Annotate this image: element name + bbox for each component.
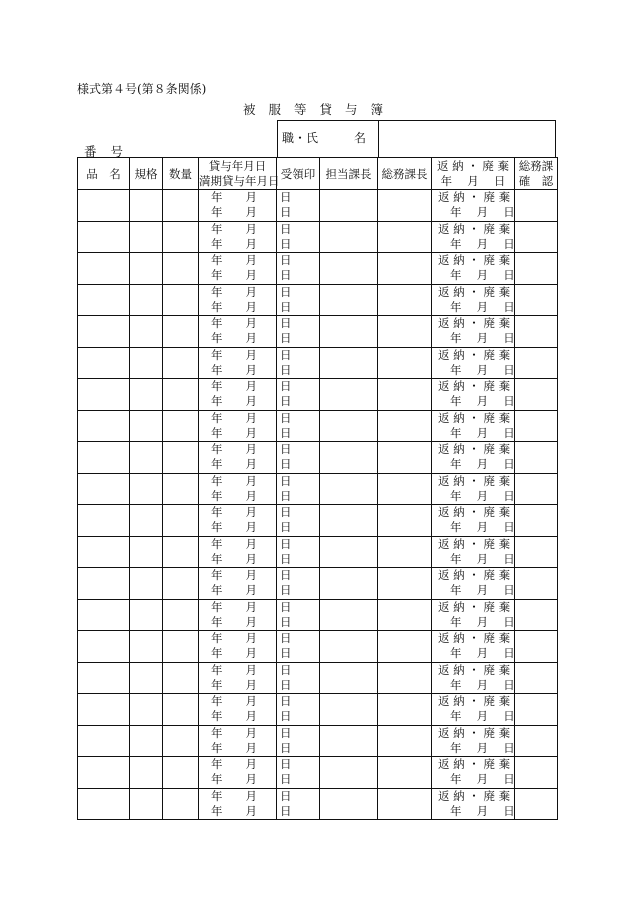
item-name-cell: [78, 253, 130, 285]
loan-date-cell: 年 月 日 年 月 日: [199, 662, 277, 694]
item-name-cell: [78, 379, 130, 411]
header-general-affairs-chief: 総務課長: [378, 158, 432, 190]
general-affairs-chief-cell: [378, 410, 432, 442]
item-name-cell: [78, 190, 130, 222]
loan-date-cell: 年 月 日 年 月 日: [199, 694, 277, 726]
loan-date-cell: 年 月 日 年 月 日: [199, 757, 277, 789]
loan-date-cell: 年 月 日 年 月 日: [199, 316, 277, 348]
ledger-body: [78, 190, 558, 820]
loan-date-cell: 年 月 日 年 月 日: [199, 379, 277, 411]
table-row: [78, 284, 558, 316]
loan-date-cell: 年 月 日 年 月 日: [199, 599, 277, 631]
confirm-cell: [515, 442, 558, 474]
confirm-cell: [515, 599, 558, 631]
header-quantity: 数量: [163, 158, 199, 190]
item-name-cell: [78, 725, 130, 757]
confirm-cell: [515, 536, 558, 568]
spec-cell: [130, 536, 163, 568]
loan-date-cell: 年 月 日 年 月 日: [199, 536, 277, 568]
general-affairs-chief-cell: [378, 694, 432, 726]
manager-cell: [320, 316, 378, 348]
loan-date-cell: 年 月 日 年 月 日: [199, 505, 277, 537]
item-name-cell: [78, 473, 130, 505]
loan-date-cell: 年 月 日 年 月 日: [199, 253, 277, 285]
general-affairs-chief-cell: [378, 221, 432, 253]
item-name-cell: [78, 410, 130, 442]
return-disposal-cell: 返 納 ・ 廃 棄 年 月 日: [432, 473, 515, 505]
return-disposal-cell: 返 納 ・ 廃 棄 年 月 日: [432, 662, 515, 694]
spec-cell: [130, 662, 163, 694]
return-disposal-cell: 返 納 ・ 廃 棄 年 月 日: [432, 284, 515, 316]
item-name-cell: [78, 568, 130, 600]
header-loan-date: 貸与年月日 満期貸与年月日: [199, 158, 280, 188]
table-row: [78, 631, 558, 663]
confirm-cell: [515, 284, 558, 316]
return-disposal-cell: 返 納 ・ 廃 棄 年 月 日: [432, 379, 515, 411]
clothing-loan-ledger-table: [77, 157, 558, 820]
quantity-cell: [163, 442, 199, 474]
manager-cell: [320, 599, 378, 631]
return-disposal-cell: 返 納 ・ 廃 棄 年 月 日: [432, 788, 515, 820]
loan-date-cell: 年 月 日 年 月 日: [199, 410, 277, 442]
item-name-cell: [78, 316, 130, 348]
spec-cell: [130, 347, 163, 379]
general-affairs-chief-cell: [378, 757, 432, 789]
table-row: [78, 505, 558, 537]
general-affairs-chief-cell: [378, 284, 432, 316]
item-name-cell: [78, 631, 130, 663]
general-affairs-chief-cell: [378, 190, 432, 222]
quantity-cell: [163, 473, 199, 505]
manager-cell: [320, 473, 378, 505]
table-row: [78, 347, 558, 379]
spec-cell: [130, 221, 163, 253]
spec-cell: [130, 190, 163, 222]
table-row: [78, 473, 558, 505]
general-affairs-chief-cell: [378, 442, 432, 474]
general-affairs-chief-cell: [378, 347, 432, 379]
return-disposal-cell: 返 納 ・ 廃 棄 年 月 日: [432, 505, 515, 537]
table-row: [78, 316, 558, 348]
confirm-cell: [515, 347, 558, 379]
table-row: [78, 379, 558, 411]
quantity-cell: [163, 536, 199, 568]
number-label: 番号: [84, 144, 138, 159]
general-affairs-chief-cell: [378, 788, 432, 820]
spec-cell: [130, 505, 163, 537]
confirm-cell: [515, 568, 558, 600]
spec-cell: [130, 694, 163, 726]
quantity-cell: [163, 410, 199, 442]
manager-cell: [320, 190, 378, 222]
general-affairs-chief-cell: [378, 316, 432, 348]
manager-cell: [320, 347, 378, 379]
loan-date-cell: 年 月 日 年 月 日: [199, 284, 277, 316]
item-name-cell: [78, 757, 130, 789]
return-disposal-cell: 返 納 ・ 廃 棄 年 月 日: [432, 221, 515, 253]
table-row: [78, 253, 558, 285]
general-affairs-chief-cell: [378, 536, 432, 568]
loan-date-cell: 年 月 日 年 月 日: [199, 473, 277, 505]
confirm-cell: [515, 253, 558, 285]
return-disposal-cell: 返 納 ・ 廃 棄 年 月 日: [432, 599, 515, 631]
return-disposal-cell: 返 納 ・ 廃 棄 年 月 日: [432, 631, 515, 663]
general-affairs-chief-cell: [378, 568, 432, 600]
table-row: [78, 190, 558, 222]
item-name-cell: [78, 505, 130, 537]
confirm-cell: [515, 190, 558, 222]
manager-cell: [320, 662, 378, 694]
name-field-divider: [378, 120, 379, 157]
confirm-cell: [515, 410, 558, 442]
quantity-cell: [163, 788, 199, 820]
quantity-cell: [163, 757, 199, 789]
header-manager: 担当課長: [320, 158, 378, 190]
quantity-cell: [163, 599, 199, 631]
quantity-cell: [163, 694, 199, 726]
loan-date-cell: 年 月 日 年 月 日: [199, 631, 277, 663]
confirm-cell: [515, 473, 558, 505]
return-disposal-cell: 返 納 ・ 廃 棄 年 月 日: [432, 442, 515, 474]
spec-cell: [130, 473, 163, 505]
return-disposal-cell: 返 納 ・ 廃 棄 年 月 日: [432, 568, 515, 600]
spec-cell: [130, 442, 163, 474]
spec-cell: [130, 410, 163, 442]
form-number-label: 様式第４号(第８条関係): [77, 82, 207, 96]
return-disposal-cell: 返 納 ・ 廃 棄 年 月 日: [432, 347, 515, 379]
table-row: [78, 725, 558, 757]
manager-cell: [320, 221, 378, 253]
general-affairs-chief-cell: [378, 662, 432, 694]
item-name-cell: [78, 284, 130, 316]
table-row: [78, 757, 558, 789]
quantity-cell: [163, 221, 199, 253]
general-affairs-chief-cell: [378, 253, 432, 285]
item-name-cell: [78, 788, 130, 820]
table-row: [78, 442, 558, 474]
loan-date-cell: 年 月 日 年 月 日: [199, 568, 277, 600]
quantity-cell: [163, 347, 199, 379]
return-disposal-cell: 返 納 ・ 廃 棄 年 月 日: [432, 253, 515, 285]
confirm-cell: [515, 379, 558, 411]
item-name-cell: [78, 221, 130, 253]
quantity-cell: [163, 379, 199, 411]
return-disposal-cell: 返 納 ・ 廃 棄 年 月 日: [432, 316, 515, 348]
spec-cell: [130, 284, 163, 316]
general-affairs-chief-cell: [378, 725, 432, 757]
table-row: [78, 536, 558, 568]
manager-cell: [320, 568, 378, 600]
quantity-cell: [163, 284, 199, 316]
return-disposal-cell: 返 納 ・ 廃 棄 年 月 日: [432, 725, 515, 757]
loan-date-cell: 年 月 日 年 月 日: [199, 725, 277, 757]
header-general-affairs-confirm: 総務課 確 認: [515, 158, 558, 190]
loan-date-cell: 年 月 日 年 月 日: [199, 221, 277, 253]
table-row: [78, 410, 558, 442]
quantity-cell: [163, 631, 199, 663]
header-return-disposal-date: 返 納 ・ 廃 棄 年 月 日: [432, 158, 515, 190]
spec-cell: [130, 599, 163, 631]
header-spec: 規格: [130, 158, 163, 190]
spec-cell: [130, 788, 163, 820]
general-affairs-chief-cell: [378, 473, 432, 505]
return-disposal-cell: 返 納 ・ 廃 棄 年 月 日: [432, 536, 515, 568]
manager-cell: [320, 505, 378, 537]
general-affairs-chief-cell: [378, 505, 432, 537]
general-affairs-chief-cell: [378, 631, 432, 663]
confirm-cell: [515, 757, 558, 789]
return-disposal-cell: 返 納 ・ 廃 棄 年 月 日: [432, 694, 515, 726]
manager-cell: [320, 442, 378, 474]
manager-cell: [320, 284, 378, 316]
return-disposal-cell: 返 納 ・ 廃 棄 年 月 日: [432, 757, 515, 789]
manager-cell: [320, 788, 378, 820]
loan-date-cell: 年 月 日 年 月 日: [199, 190, 277, 222]
quantity-cell: [163, 190, 199, 222]
quantity-cell: [163, 725, 199, 757]
loan-date-cell: 年 月 日 年 月 日: [199, 442, 277, 474]
general-affairs-chief-cell: [378, 599, 432, 631]
item-name-cell: [78, 442, 130, 474]
position-name-label: 職・氏 名: [282, 131, 367, 145]
spec-cell: [130, 253, 163, 285]
item-name-cell: [78, 347, 130, 379]
confirm-cell: [515, 788, 558, 820]
manager-cell: [320, 694, 378, 726]
manager-cell: [320, 410, 378, 442]
confirm-cell: [515, 662, 558, 694]
spec-cell: [130, 568, 163, 600]
quantity-cell: [163, 568, 199, 600]
confirm-cell: [515, 316, 558, 348]
loan-date-cell: 年 月 日 年 月 日: [199, 788, 277, 820]
item-name-cell: [78, 599, 130, 631]
table-row: [78, 694, 558, 726]
item-name-cell: [78, 536, 130, 568]
quantity-cell: [163, 662, 199, 694]
header-item-name: 品 名: [78, 158, 130, 190]
confirm-cell: [515, 725, 558, 757]
return-disposal-cell: 返 納 ・ 廃 棄 年 月 日: [432, 410, 515, 442]
quantity-cell: [163, 253, 199, 285]
table-row: [78, 662, 558, 694]
spec-cell: [130, 725, 163, 757]
quantity-cell: [163, 316, 199, 348]
quantity-cell: [163, 505, 199, 537]
spec-cell: [130, 316, 163, 348]
general-affairs-chief-cell: [378, 379, 432, 411]
table-row: [78, 221, 558, 253]
table-row: [78, 568, 558, 600]
manager-cell: [320, 253, 378, 285]
confirm-cell: [515, 505, 558, 537]
table-header-row: [78, 158, 558, 190]
manager-cell: [320, 725, 378, 757]
manager-cell: [320, 631, 378, 663]
spec-cell: [130, 631, 163, 663]
item-name-cell: [78, 662, 130, 694]
manager-cell: [320, 379, 378, 411]
item-name-cell: [78, 694, 130, 726]
spec-cell: [130, 757, 163, 789]
confirm-cell: [515, 694, 558, 726]
table-row: [78, 599, 558, 631]
confirm-cell: [515, 221, 558, 253]
header-receipt-seal: 受領印: [277, 158, 320, 190]
manager-cell: [320, 757, 378, 789]
return-disposal-cell: 返 納 ・ 廃 棄 年 月 日: [432, 190, 515, 222]
manager-cell: [320, 536, 378, 568]
table-row: [78, 788, 558, 820]
confirm-cell: [515, 631, 558, 663]
document-title: 被服等貸与簿: [243, 102, 397, 117]
spec-cell: [130, 379, 163, 411]
loan-date-cell: 年 月 日 年 月 日: [199, 347, 277, 379]
